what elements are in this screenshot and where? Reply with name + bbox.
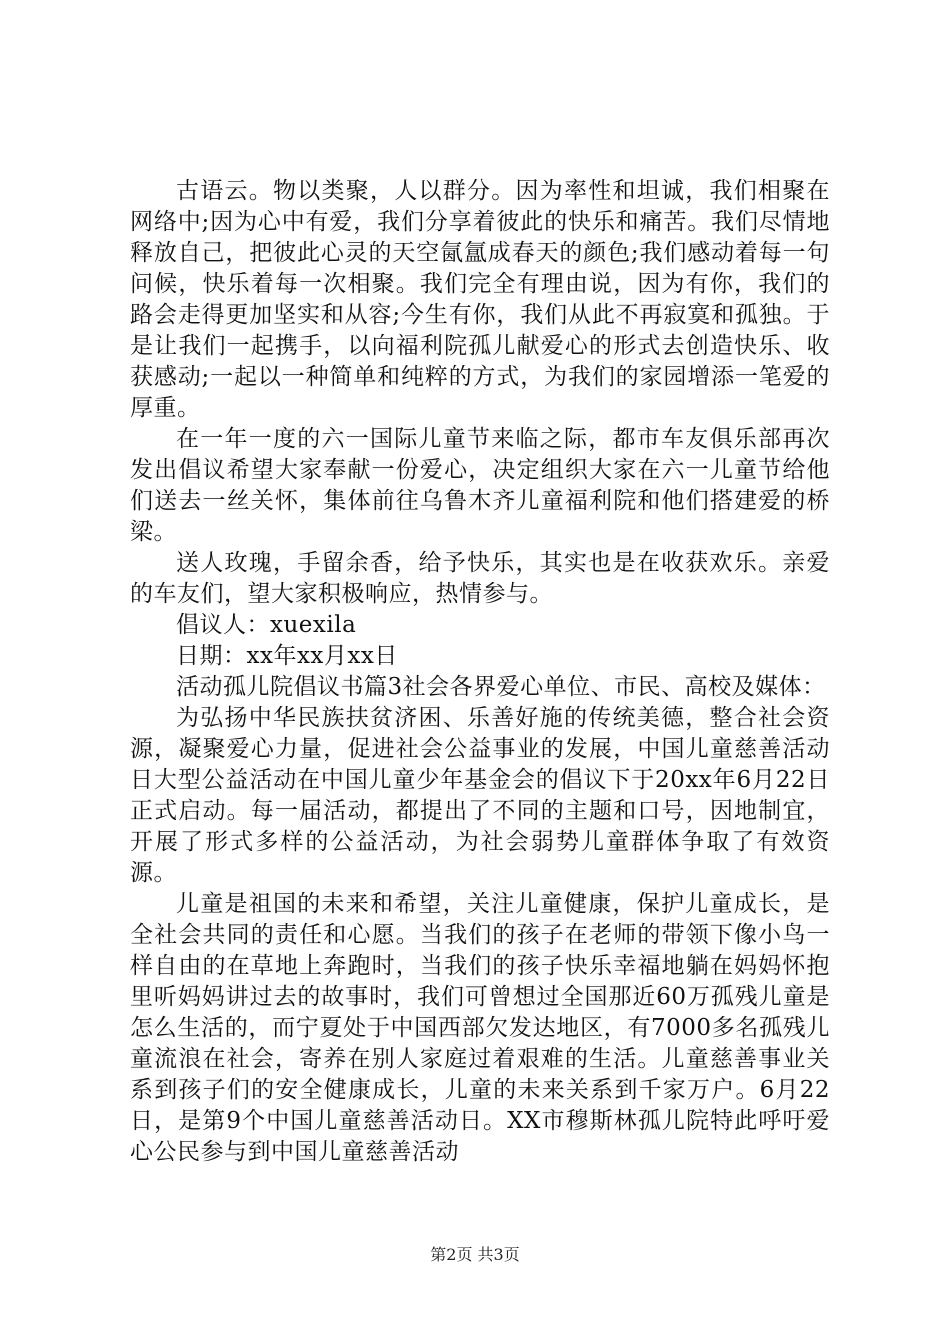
section-heading: 活动孤儿院倡议书篇3社会各界爱心单位、市民、高校及媒体：	[176, 674, 826, 700]
date-line: 日期：xx年xx月xx日	[176, 643, 398, 669]
paragraph-children-future: 儿童是祖国的未来和希望，关注儿童健康，保护儿童成长，是全社会共同的责任和心愿。当我们的孩子在老师的带领下像小鸟一样自由的在草地上奔跑时，当我们的孩子快乐幸福地躺在妈妈怀抱里听妈妈讲过去的故事时，我们可曾想过全国那近60万孤残儿童是怎么生活的，而宁夏处于中国西部欠发达地区，有7000多名孤残儿童流浪在社会，寄养在别人家庭过着艰难的生活。儿童慈善事业关系到孩子们的安全健康成长，儿童的未来关系到千家万户。6月22日，是第9个中国儿童慈善活动日。XX市穆斯林孤儿院特此呼吁爱心公民参与到中国儿童慈善活动	[130, 891, 830, 1165]
paragraph-charity-day: 为弘扬中华民族扶贫济困、乐善好施的传统美德，整合社会资源，凝聚爱心力量，促进社会公益事业的发展，中国儿童慈善活动日大型公益活动在中国儿童少年基金会的倡议下于20xx年6月22日正式启动。每一届活动，都提出了不同的主题和口号，因地制宜，开展了形式多样的公益活动，为社会弱势儿童群体争取了有效资源。	[130, 705, 830, 886]
signer-line: 倡议人：xuexila	[176, 612, 357, 638]
page-number-footer: 第2页 共3页	[430, 1245, 520, 1264]
paragraph-roses: 送人玫瑰，手留余香，给予快乐，其实也是在收获欢乐。亲爱的车友们，望大家积极响应，热情参与。	[130, 550, 830, 607]
paragraph-childrens-day: 在一年一度的六一国际儿童节来临之际，都市车友俱乐部再次发出倡议希望大家奉献一份爱心，决定组织大家在六一儿童节给他们送去一丝关怀，集体前往乌鲁木齐儿童福利院和他们搭建爱的桥梁。	[130, 426, 830, 545]
document-body	[130, 176, 830, 1168]
paragraph-intro: 古语云。物以类聚，人以群分。因为率性和坦诚，我们相聚在网络中;因为心中有爱，我们分享着彼此的快乐和痛苦。我们尽情地释放自己，把彼此心灵的天空氤氲成春天的颜色;我们感动着每一句问候，快乐着每一次相聚。我们完全有理由说，因为有你，我们的路会走得更加坚实和从容;今生有你，我们从此不再寂寞和孤独。于是让我们一起携手，以向福利院孤儿献爱心的形式去创造快乐、收获感动;一起以一种简单和纯粹的方式，为我们的家园增添一笔爱的厚重。	[130, 178, 830, 421]
